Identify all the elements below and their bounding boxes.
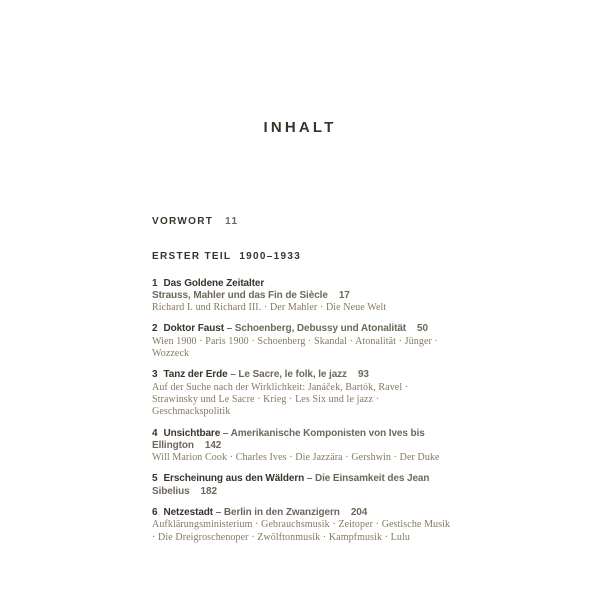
chapter-page-number: 17 <box>338 289 350 301</box>
chapter-title: Tanz der Erde <box>163 369 228 381</box>
chapter-heading <box>152 323 452 335</box>
chapter-number: 3 <box>152 369 158 381</box>
chapter-page-number: 93 <box>357 369 369 381</box>
chapter-entry-2 <box>152 323 452 360</box>
chapter-subtitle: Berlin in den Zwanzigern <box>223 507 340 519</box>
chapter-keywords: Wien 1900 · Paris 1900 · Schoenberg · Skandal · Atonalität · Jünger · Wozzeck <box>152 335 438 360</box>
chapter-subtitle: Le Sacre, le folk, le jazz <box>238 369 347 381</box>
chapter-subtitle: Strauss, Mahler und das Fin de Siècle <box>152 289 328 301</box>
chapter-subtitle: Die Einsamkeit des Jean Sibelius <box>152 473 430 497</box>
chapter-title: Unsichtbare <box>163 427 221 439</box>
chapter-separator: – <box>304 473 315 485</box>
page-title: INHALT <box>263 119 337 136</box>
chapter-entry-4 <box>152 428 452 465</box>
chapter-entry-6 <box>152 507 452 544</box>
chapter-title: Netzestadt <box>163 507 214 519</box>
chapter-number: 1 <box>152 277 158 289</box>
chapter-page-number: 50 <box>417 323 428 335</box>
chapter-entry-1 <box>152 278 452 315</box>
chapter-entry-3 <box>152 369 452 418</box>
chapter-title: Das Goldene Zeitalter <box>163 277 265 289</box>
chapter-separator: – <box>220 427 231 439</box>
chapter-number: 5 <box>152 473 158 485</box>
chapter-heading <box>152 369 452 381</box>
vorwort-entry <box>152 216 452 228</box>
chapter-title: Erscheinung aus den Wäldern <box>163 473 305 485</box>
chapter-title: Doktor Faust <box>163 323 224 335</box>
chapter-number: 2 <box>152 323 158 335</box>
chapter-keywords: Will Marion Cook · Charles Ives · Die Jazzära · Gershwin · Der Duke <box>152 452 440 464</box>
chapter-keywords: Aufklärungsministerium · Gebrauchsmusik · Zeitoper · Gestische Musik · Die Dreigroschenoper · Zwölftonmusik · Kampfmusik · Lulu <box>152 519 451 543</box>
chapter-subtitle: Schoenberg, Debussy und Atonalität <box>234 323 407 335</box>
chapter-page-number: 142 <box>204 439 222 451</box>
chapter-page-number: 204 <box>350 507 368 519</box>
part-date-range: 1900–1933 <box>239 251 302 263</box>
chapter-separator: – <box>213 507 224 519</box>
chapter-separator: – <box>227 369 239 381</box>
chapter-heading <box>152 278 452 303</box>
chapter-number: 4 <box>152 427 158 439</box>
vorwort-label: VORWORT <box>152 216 214 227</box>
part-label: ERSTER TEIL <box>152 251 232 263</box>
chapter-subtitle: Amerikanische Komponisten von Ives bis Ellington <box>152 427 425 451</box>
vorwort-page-number: 11 <box>225 216 239 227</box>
chapter-keywords: Auf der Suche nach der Wirklichkeit: Janáček, Bartók, Ravel · Strawinsky und Le Sacre · Krieg · Les Six und le jazz · Geschmackspolitik <box>152 381 409 418</box>
toc-content <box>152 216 452 553</box>
chapter-entry-5 <box>152 473 452 498</box>
chapter-separator: – <box>223 323 235 335</box>
chapter-keywords: Richard I. und Richard III. · Der Mahler · Die Neue Welt <box>152 302 387 314</box>
part-heading <box>152 251 452 263</box>
chapter-heading <box>152 507 452 519</box>
chapter-number: 6 <box>152 507 158 519</box>
chapter-heading <box>152 473 452 498</box>
chapter-page-number: 182 <box>200 485 217 497</box>
chapter-heading <box>152 428 452 453</box>
